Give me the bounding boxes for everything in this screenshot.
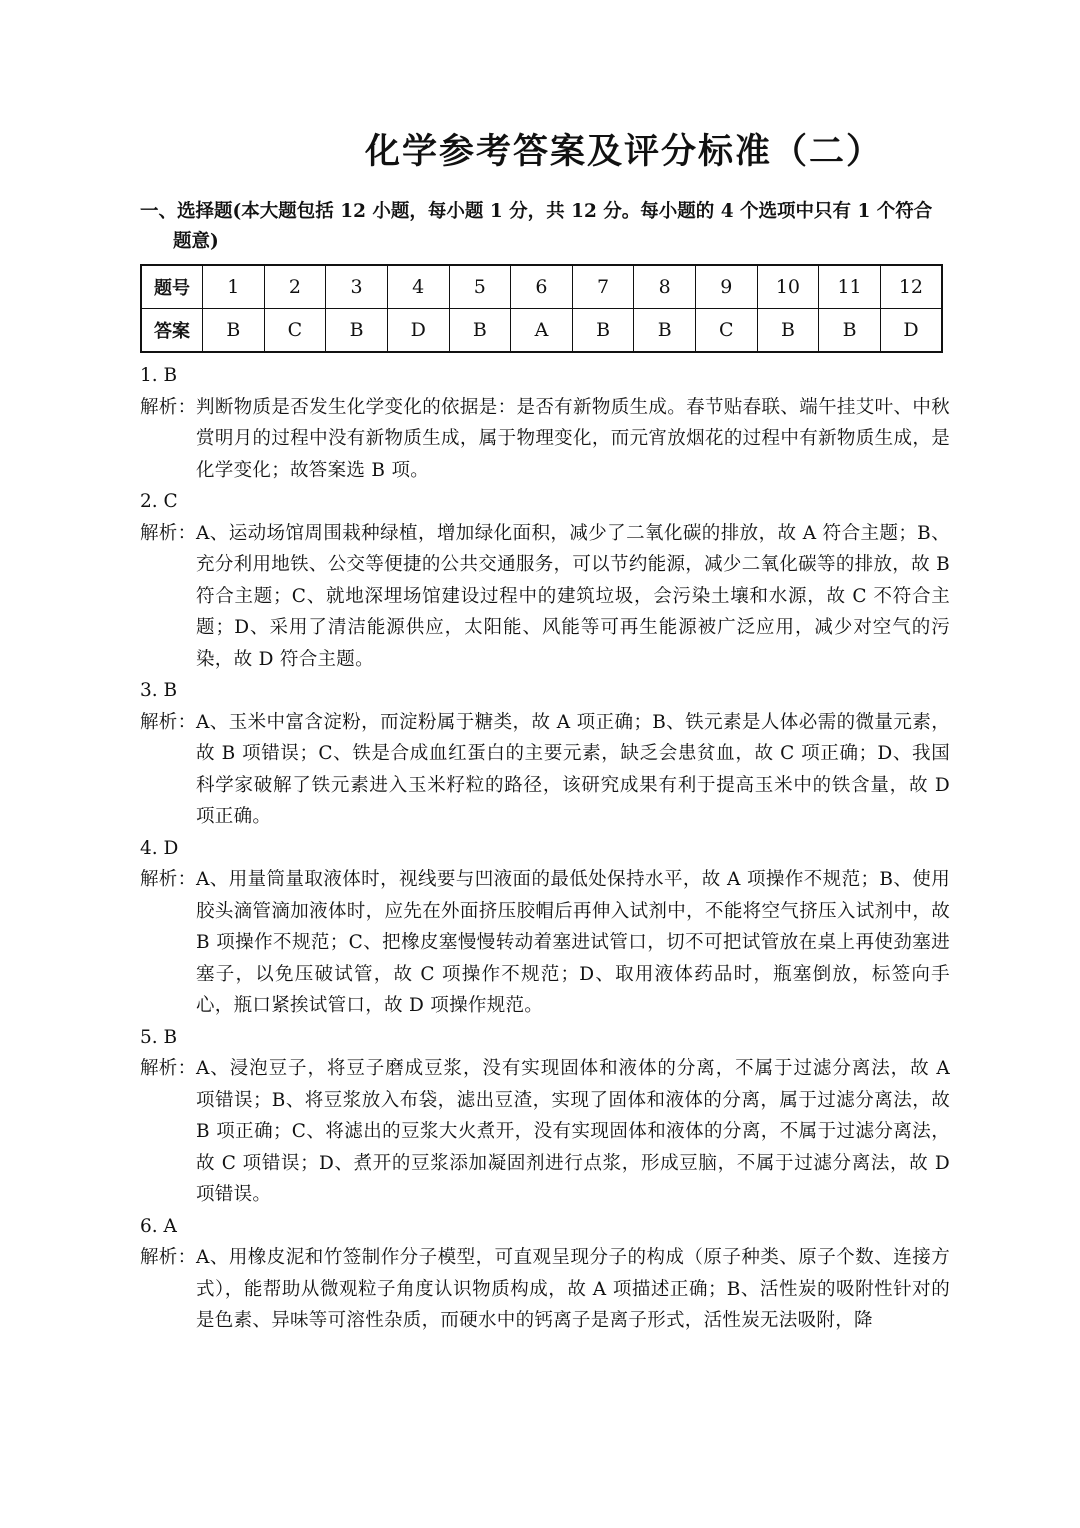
table-number-cell: 7	[572, 265, 634, 309]
question-number: 2. C	[140, 491, 178, 512]
table-number-cell: 5	[449, 265, 511, 309]
explanation-text: 判断物质是否发生化学变化的依据是：是否有新物质生成。春节贴春联、端午挂艾叶、中秋赏明月的过程中没有新物质生成，属于物理变化，而元宵放烟花的过程中有新物质生成，是化学变化；故答案选 B 项。	[196, 396, 950, 481]
question-block	[140, 833, 950, 1022]
table-answer-cell: B	[203, 309, 265, 353]
table-answer-cell: B	[572, 309, 634, 353]
table-answer-cell: B	[819, 309, 881, 353]
question-explanation	[140, 392, 950, 487]
table-answer-cell: B	[757, 309, 819, 353]
question-block	[140, 675, 950, 833]
explanation-text: A、玉米中富含淀粉，而淀粉属于糖类，故 A 项正确；B、铁元素是人体必需的微量元素，故 B 项错误；C、铁是合成血红蛋白的主要元素，缺乏会患贫血，故 C 项正确；D、我国科学家破解了铁元素进入玉米籽粒的路径，该研究成果有利于提高玉米中的铁含量，故 D 项正确。	[196, 711, 950, 827]
table-number-cell: 1	[203, 265, 265, 309]
analysis-label: 解析：	[140, 522, 197, 544]
explanation-text: A、用橡皮泥和竹签制作分子模型，可直观呈现分子的构成（原子种类、原子个数、连接方式），能帮助从微观粒子角度认识物质构成，故 A 项描述正确；B、活性炭的吸附性针对的是色素、异味等可溶性杂质，而硬水中的钙离子是离子形式，活性炭无法吸附，降	[196, 1247, 950, 1331]
explanations	[140, 360, 950, 1337]
question-number: 5. B	[140, 1026, 178, 1048]
analysis-label: 解析：	[140, 711, 197, 733]
explanation-text: A、用量筒量取液体时，视线要与凹液面的最低处保持水平，故 A 项操作不规范；B、使用胶头滴管滴加液体时，应先在外面挤压胶帽后再伸入试剂中，不能将空气挤压入试剂中，故 B 项操作不规范；C、把橡皮塞慢慢转动着塞进试管口，切不可把试管放在桌上再使劲塞进塞子，以免压破试管，故 C 项操作不规范；D、取用液体药品时，瓶塞倒放，标签向手心，瓶口紧挨试管口，故 D 项操作规范。	[196, 869, 950, 1016]
table-answer-cell: B	[449, 309, 511, 353]
question-block	[140, 486, 950, 675]
table-number-cell: 12	[880, 265, 942, 309]
table-header-number: 题号	[141, 265, 203, 309]
table-number-cell: 2	[264, 265, 326, 309]
table-answer-cell: C	[264, 309, 326, 353]
section-heading	[140, 197, 950, 257]
answer-table-number-row	[141, 265, 942, 309]
analysis-label: 解析：	[140, 869, 197, 890]
explanation-text: A、运动场馆周围栽种绿植，增加绿化面积，减少了二氧化碳的排放，故 A 符合主题；B、充分利用地铁、公交等便捷的公共交通服务，可以节约能源，减少二氧化碳等的排放，故 B 符合主题；C、就地深埋场馆建设过程中的建筑垃圾，会污染土壤和水源，故 C 不符合主题；D、采用了清洁能源供应，太阳能、风能等可再生能源被广泛应用，减少对空气的污染，故 D 符合主题。	[196, 522, 950, 670]
table-answer-cell: A	[511, 309, 573, 353]
table-answer-cell: D	[880, 309, 942, 353]
question-number: 4. D	[140, 837, 179, 859]
table-header-answer: 答案	[141, 309, 203, 353]
analysis-label: 解析：	[140, 1058, 197, 1079]
question-explanation	[140, 1242, 950, 1337]
section-heading-line-1: 一、选择题(本大题包括 12 小题，每小题 1 分，共 12 分。每小题的 4 个选项中只有 1 个符合	[140, 201, 933, 222]
section-heading-line-2: 题意)	[173, 231, 219, 252]
analysis-label: 解析：	[140, 1247, 197, 1268]
question-block	[140, 360, 950, 486]
table-number-cell: 10	[757, 265, 819, 309]
question-number: 1. B	[140, 365, 178, 386]
table-answer-cell: B	[634, 309, 696, 353]
analysis-label: 解析：	[140, 396, 197, 418]
table-number-cell: 8	[634, 265, 696, 309]
question-explanation	[140, 707, 950, 833]
table-number-cell: 9	[696, 265, 758, 309]
question-explanation	[140, 518, 950, 676]
table-number-cell: 11	[819, 265, 881, 309]
table-answer-cell: B	[326, 309, 388, 353]
table-answer-cell: D	[387, 309, 449, 353]
table-number-cell: 6	[511, 265, 573, 309]
explanation-text: A、浸泡豆子，将豆子磨成豆浆，没有实现固体和液体的分离，不属于过滤分离法，故 A 项错误；B、将豆浆放入布袋，滤出豆渣，实现了固体和液体的分离，属于过滤分离法，故 B 项正确；C、将滤出的豆浆大火煮开，没有实现固体和液体的分离，不属于过滤分离法，故 C 项错误；D、煮开的豆浆添加凝固剂进行点浆，形成豆脑，不属于过滤分离法，故 D 项错误。	[196, 1058, 950, 1205]
answer-table-answer-row	[141, 309, 942, 353]
question-number: 6. A	[140, 1215, 177, 1237]
question-block	[140, 1022, 950, 1211]
answer-table	[140, 264, 943, 353]
table-answer-cell: C	[696, 309, 758, 353]
page-title: 化学参考答案及评分标准（二）	[365, 131, 884, 172]
table-number-cell: 4	[387, 265, 449, 309]
question-explanation	[140, 1053, 950, 1211]
question-number: 3. B	[140, 680, 178, 701]
table-number-cell: 3	[326, 265, 388, 309]
question-explanation	[140, 864, 950, 1022]
question-block	[140, 1211, 950, 1337]
